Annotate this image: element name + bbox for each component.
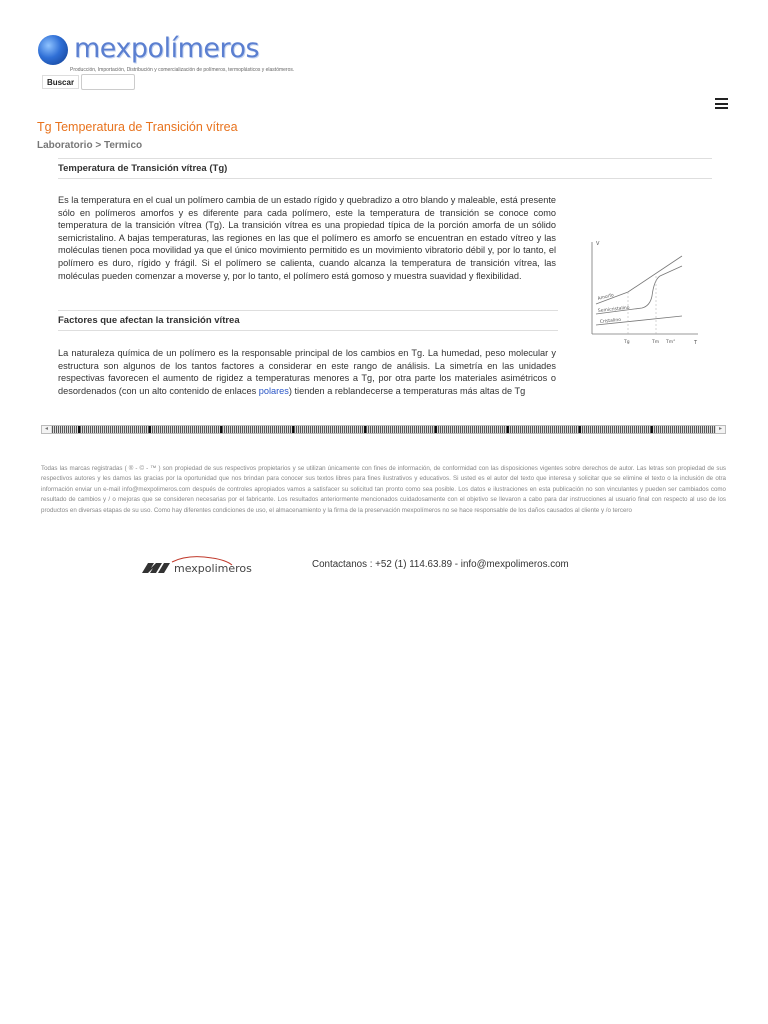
hamburger-menu-icon[interactable] xyxy=(715,98,728,109)
footer-logo[interactable] xyxy=(142,555,252,577)
logo-tagline: Producción, Importación, Distribución y comercialización de polímeros, termoplásticos y elastómeros. xyxy=(70,67,295,73)
search-input[interactable] xyxy=(81,74,135,90)
divider xyxy=(58,158,712,159)
footer-logo-text: mexpolimeros xyxy=(174,562,252,575)
section-paragraph-factors: La naturaleza química de un polímero es la responsable principal de los cambios en Tg. La humedad, peso molecular y estructura son algunos de los tantos factores a considerar en este rango de análisis. La simetría en las unidades respectivas favorecen el aumento de rigidez a temperaturas menores a Tg, por otra parte los materiales asimétricos o desordenados (con un alto contenido de enlaces polares) tienden a reblandecerse a temperaturas más altas de Tg xyxy=(58,348,556,396)
tick-tg: Tg xyxy=(624,340,630,345)
scroll-right-arrow-icon[interactable]: ▸ xyxy=(716,426,725,433)
tick-tm2: Tm° xyxy=(666,340,676,345)
divider xyxy=(58,178,712,179)
section-heading-factors: Factores que afectan la transición vítrea xyxy=(58,315,240,326)
search-button[interactable]: Buscar xyxy=(42,75,79,89)
page-title: Tg Temperatura de Transición vítrea xyxy=(37,120,238,134)
divider xyxy=(58,310,558,311)
curve-semicristalino xyxy=(596,266,682,314)
contact-info: Contactanos : +52 (1) 114.63.89 - info@mexpolimeros.com xyxy=(312,559,569,570)
horizontal-scrollbar[interactable] xyxy=(41,425,726,434)
logo-globe-icon xyxy=(38,35,68,65)
label-amorfo: Amorfo xyxy=(597,293,615,302)
tg-volume-temperature-figure xyxy=(586,236,702,348)
x-axis-label: T xyxy=(694,340,698,346)
section-paragraph-tg: Es la temperatura en el cual un polímero cambia de un estado rígido y quebradizo a otro blando y maleable, está presente sólo en polímeros amorfos y es diferente para cada polímero, este la temperatura de transición se conoce como temperatura de la transición vítrea (Tg). La transición vítrea es una propiedad típica de la porción amorfa de un sólido semicristalino. A bajas temperaturas, las regiones en las que el polímero es amorfo se encuentran en estado vítreo y las moléculas tienen poca movilidad ya que el único movimiento permitido es un movimiento vibratorio débil y, por lo tanto, el polímero es duro, rígido y frágil. Si el polímero se calienta, cuando alcanza la temperatura de transición vítrea, las moléculas pueden comenzar a moverse y, por lo tanto, el polímero está gomoso y muestra suavidad y flexibilidad. xyxy=(58,195,556,281)
site-logo[interactable] xyxy=(38,33,295,75)
tick-tm: Tm xyxy=(652,340,660,345)
y-axis-label: V xyxy=(596,241,600,247)
breadcrumb[interactable]: Laboratorio > Termico xyxy=(37,140,143,151)
scroll-left-arrow-icon[interactable]: ◂ xyxy=(42,426,51,433)
footer-disclaimer: Todas las marcas registradas ( ® - © - ™ ) son propiedad de sus respectivos propietarios y se utilizan únicamente con fines de información, de conformidad con las disposiciones vigentes sobre derechos de autor. Las letras son propiedad de sus respectivos autores y les damos las gracias por la oportunidad que nos brindan para conocer sus textos libres para fines ilustrativos y educativos. Si usted es el autor del texto que interesa y solicitar que se elimine el texto o la inclusión de otra información enviar un e-mail info@mexpolimeros.com después de controles apropiados vamos a satisfacer su solicitud tan pronto como sea posible. Los datos e ilustraciones en esta publicación no son vinculantes y pueden ser cambiados como resultado de cambios y / o mejoras que se consideren necesarias por el fabricante. Los resultados anteriormente mencionados cuidadosamente con el objetivo se llevaron a cabo para dar instrucciones al usuario final con respecto al uso de los productos en diversas etapas de su uso. Como hay diferentes condiciones de uso, el almacenamiento y la firma de la preservación mexpolímeros no se hace responsable de los daños causados al cliente y /o tercero xyxy=(41,465,726,514)
polares-link[interactable]: polares xyxy=(258,385,289,396)
label-cristalino: Cristalino xyxy=(599,317,622,325)
logo-text: mexpolímeros xyxy=(74,33,260,64)
divider xyxy=(58,330,558,331)
section-heading-tg: Temperatura de Transición vítrea (Tg) xyxy=(58,163,228,174)
label-semicristalino: Semicristalino xyxy=(597,305,630,314)
